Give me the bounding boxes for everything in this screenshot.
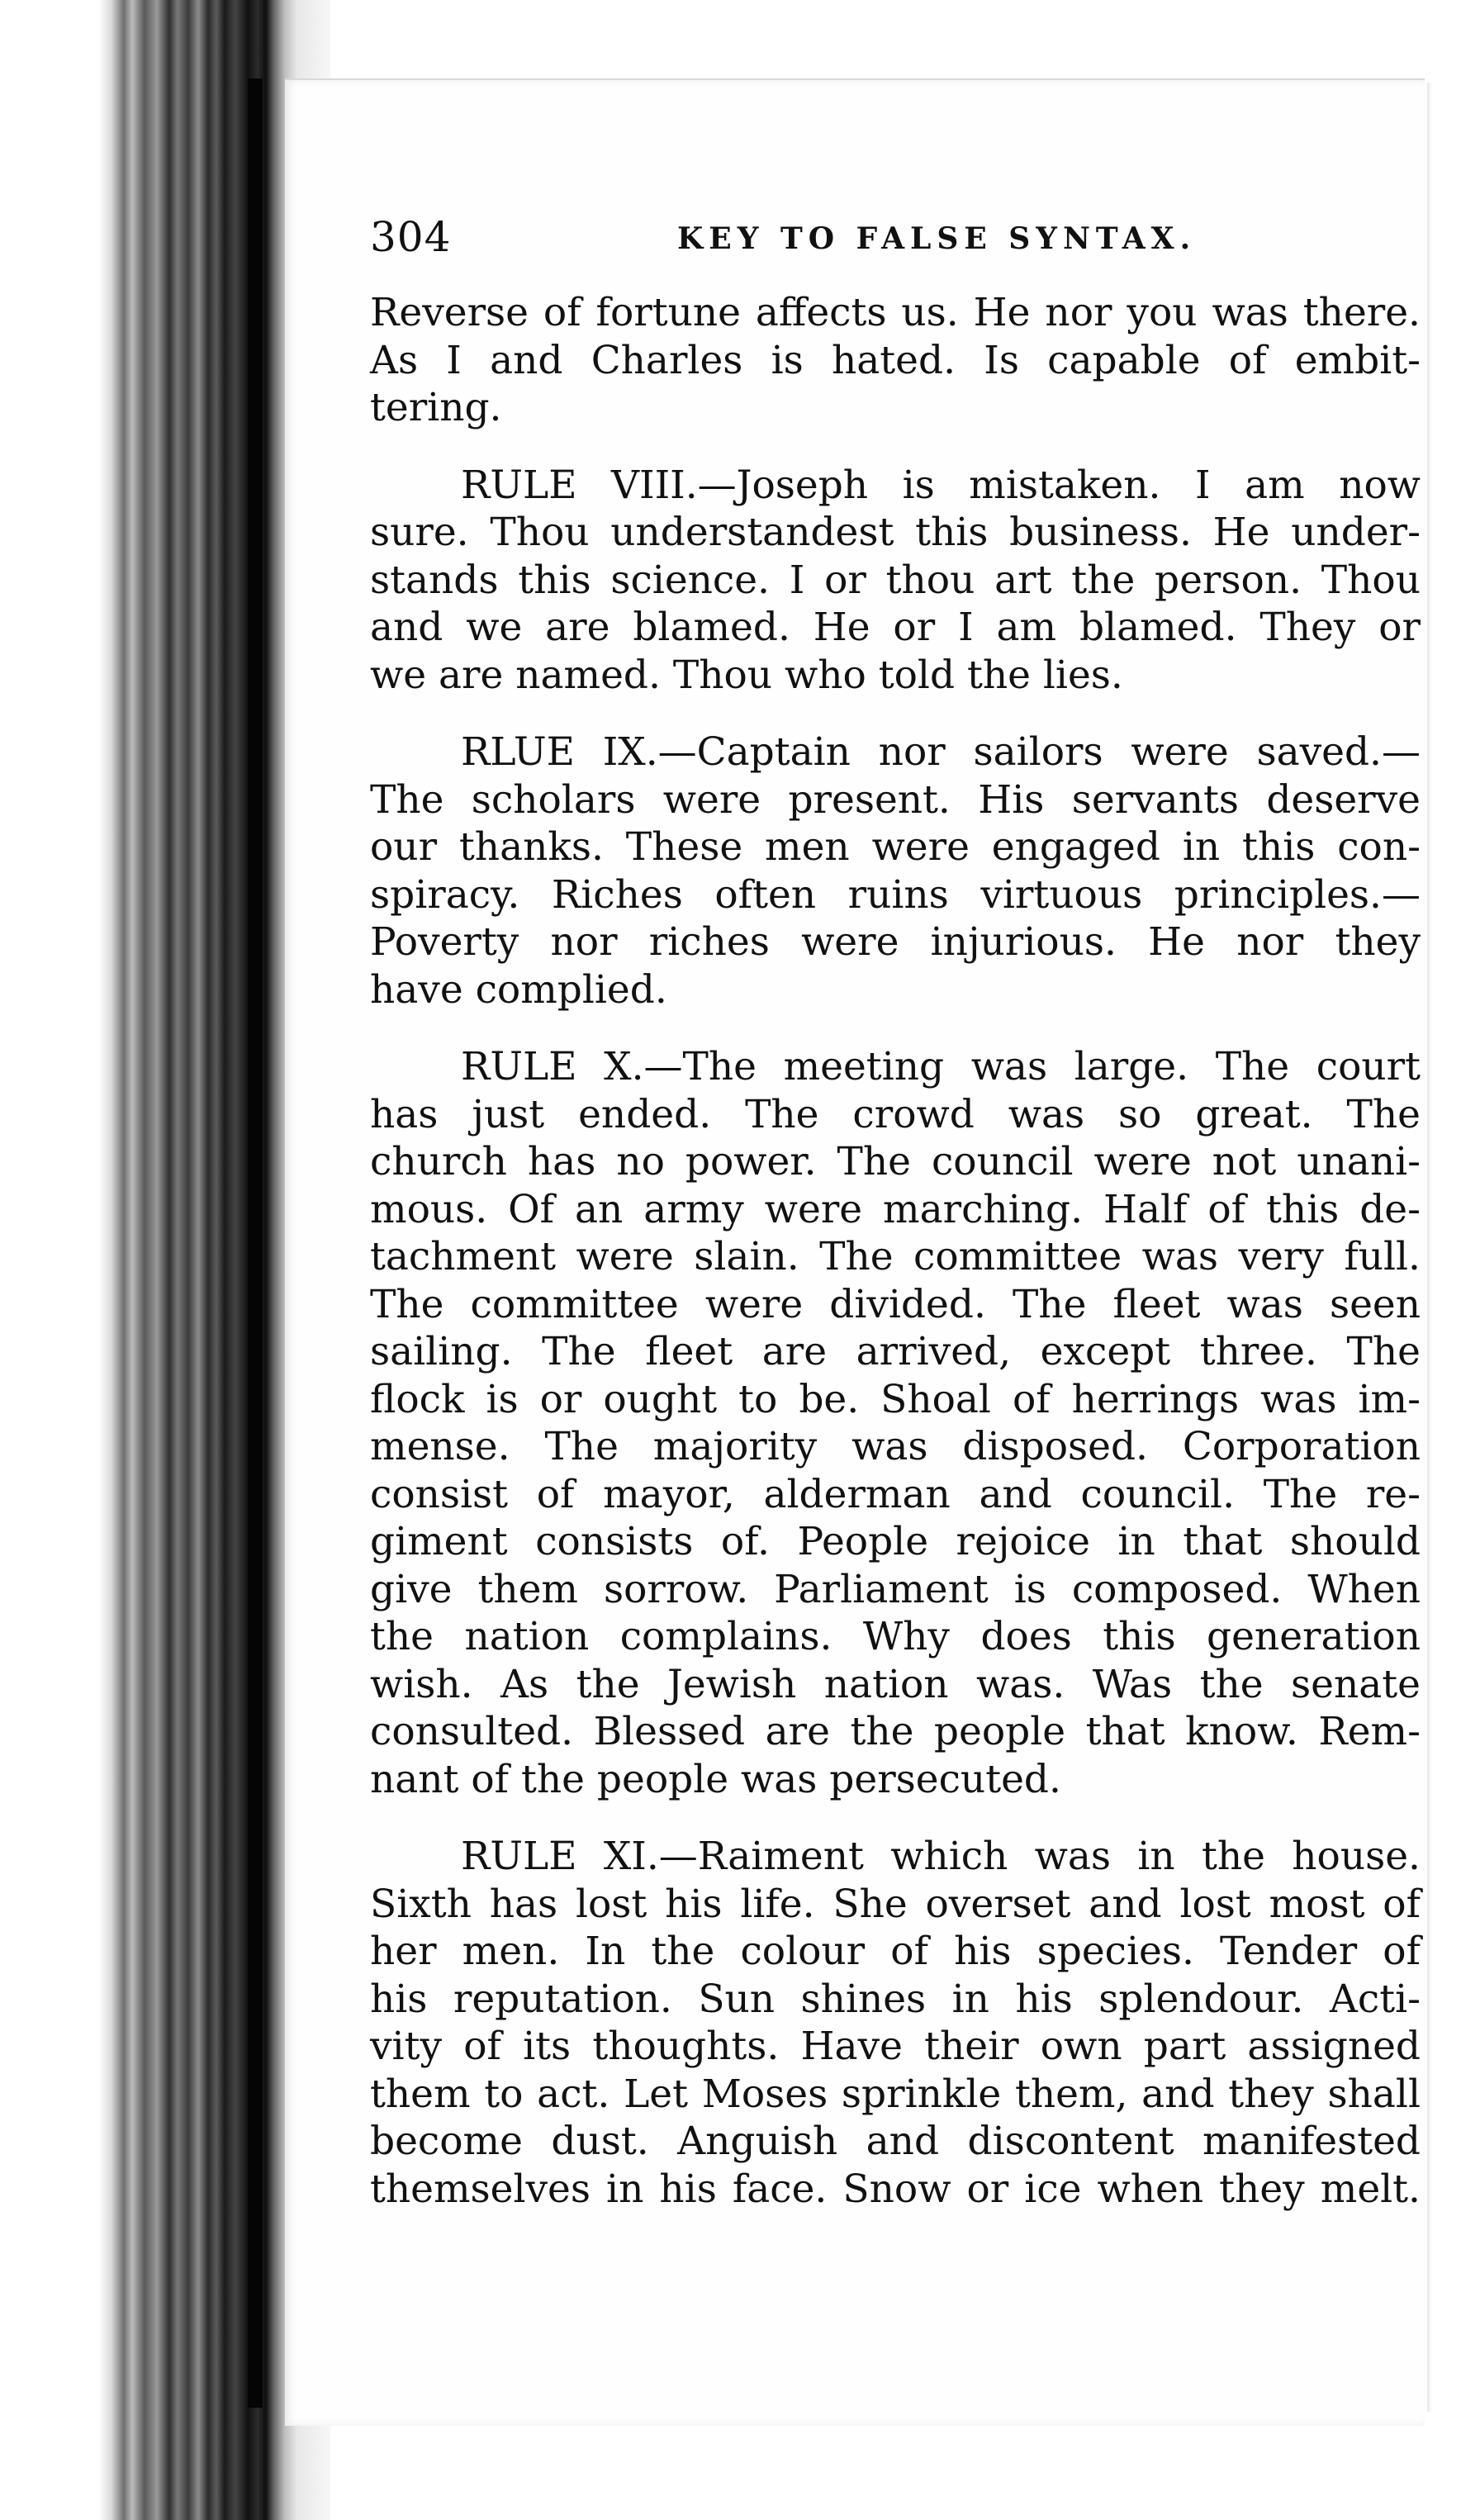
text-line: tachment were slain. The committee was very full. [370,1234,1421,1279]
binding-shadow [248,78,263,2408]
text-line: nant of the people was persecuted. [370,1756,1061,1802]
paragraph-rule-ix [370,728,1421,1013]
text-line: themselves in his face. Snow or ice when they melt. [370,2166,1421,2212]
text-line: the nation complains. Why does this generation [370,1614,1421,1659]
text-line: consist of mayor, alderman and council. The re- [370,1471,1421,1517]
text-line: Sixth has lost his life. She overset and lost most of [370,1881,1421,1927]
text-line: giment consists of. People rejoice in that should [370,1519,1421,1564]
text-line: flock is or ought to be. Shoal of herrings was im- [370,1376,1421,1422]
text-line: mous. Of an army were marching. Half of this de- [370,1186,1421,1232]
paragraph-rule-viii [370,462,1421,700]
text-line: sure. Thou understandest this business. He under- [370,510,1421,555]
text-line: our thanks. These men were engaged in this con- [370,824,1421,870]
text-line: become dust. Anguish and discontent manifested [370,2119,1421,2164]
text-line: Poverty nor riches were injurious. He nor they [370,919,1421,965]
text-line: wish. As the Jewish nation was. Was the senate [370,1661,1421,1707]
text-line: her men. In the colour of his species. Tender of [370,1929,1421,1974]
text-line: them to act. Let Moses sprinkle them, and they shall [370,2071,1421,2117]
text-line: Reverse of fortune affects us. He nor you was there. [370,290,1421,335]
text-line: RULE X.—The meeting was large. The court [461,1044,1421,1089]
text-line: give them sorrow. Parliament is composed. When [370,1566,1421,1612]
text-line: his reputation. Sun shines in his splendour. Acti- [370,1976,1421,2022]
text-line: The scholars were present. His servants deserve [370,776,1421,823]
text-line: church has no power. The council were not unani- [370,1139,1421,1184]
text-line: consulted. Blessed are the people that know. Rem- [370,1709,1421,1754]
text-line: vity of its thoughts. Have their own part assigned [370,2024,1421,2069]
page-number: 304 [370,213,452,261]
book-spine-scan [0,0,330,2520]
text-line: spiracy. Riches often ruins virtuous principles.— [370,871,1421,918]
text-line: RULE VIII.—Joseph is mistaken. I am now [461,462,1421,508]
paragraph-continuation [370,289,1421,432]
text-line: RLUE IX.—Captain nor sailors were saved.— [461,729,1421,775]
text-line: and we are blamed. He or I am blamed. They or [370,605,1421,650]
page-edge [1427,83,1432,2412]
text-line: have complied. [370,966,667,1013]
paragraph-rule-xi [370,1833,1421,2213]
text-line: RULE XI.—Raiment which was in the house. [461,1834,1421,1879]
running-head: KEY TO FALSE SYNTAX. [677,221,1197,256]
text-line: tering. [370,385,502,430]
text-line: As I and Charles is hated. Is capable of embit- [370,337,1421,383]
text-line: has just ended. The crowd was so great. The [370,1091,1421,1137]
text-line: sailing. The fleet are arrived, except three. The [370,1329,1421,1374]
text-line: stands this science. I or thou art the person. Thou [370,557,1421,603]
page-header [370,213,1435,271]
text-line: The committee were divided. The fleet was seen [370,1281,1421,1327]
text-line: mense. The majority was disposed. Corporation [370,1424,1421,1469]
page-body [370,289,1421,2213]
text-line: we are named. Thou who told the lies. [370,652,1123,698]
paragraph-rule-x [370,1043,1421,1803]
